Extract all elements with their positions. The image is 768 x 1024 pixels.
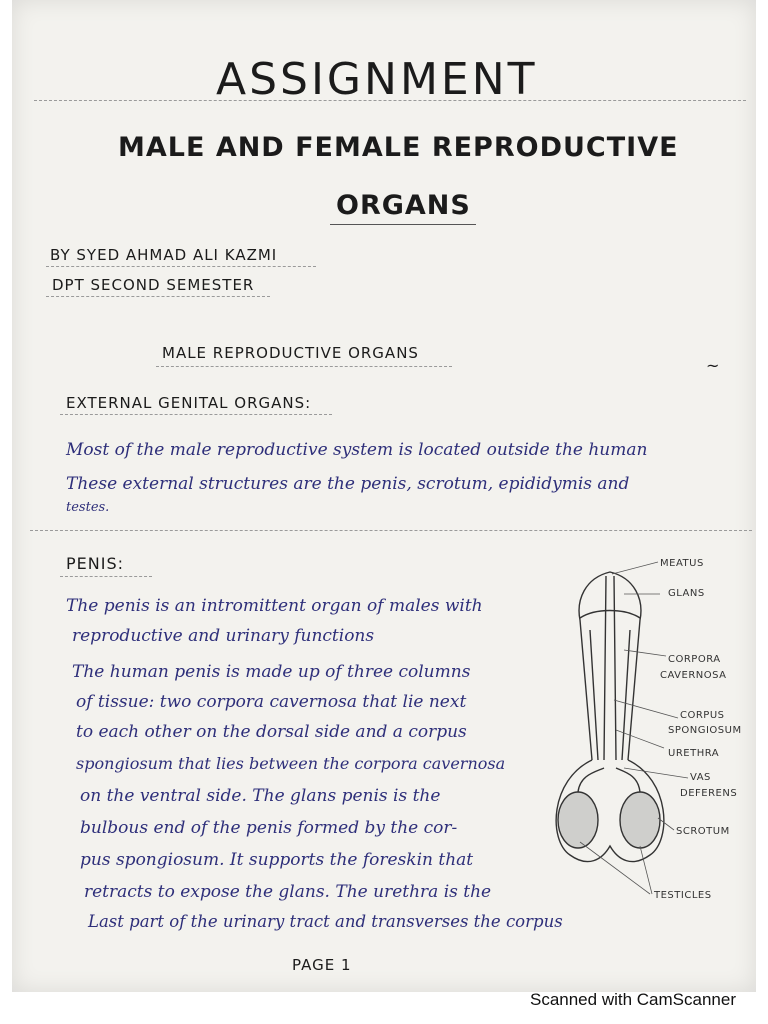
- label-scrotum: SCROTUM: [676, 826, 730, 837]
- label-meatus: MEATUS: [660, 558, 704, 569]
- author-rule: [46, 266, 316, 267]
- topic-title-line1: MALE AND FEMALE REPRODUCTIVE: [118, 132, 679, 163]
- penis-line-9: pus spongiosum. It supports the foreskin that: [80, 850, 474, 870]
- corpora-lines: [590, 630, 630, 760]
- sub-heading-rule: [60, 414, 332, 415]
- semester-rule: [46, 296, 270, 297]
- topic-title-line2: ORGANS: [336, 190, 471, 221]
- section-heading-rule: [156, 366, 452, 367]
- label-vas: VAS: [690, 772, 711, 783]
- shaft-outline: [579, 572, 641, 760]
- section-divider: [30, 530, 752, 531]
- author-line: BY SYED AHMAD ALI KAZMI: [50, 246, 278, 264]
- penis-line-1: The penis is an intromittent organ of males with: [66, 596, 483, 616]
- semester-line: DPT SECOND SEMESTER: [52, 276, 255, 294]
- assignment-title: ASSIGNMENT: [216, 54, 538, 105]
- topic-underline: [330, 224, 476, 225]
- penis-line-6: spongiosum that lies between the corpora cavernosa: [76, 754, 506, 773]
- label-corpora: CORPORA: [668, 654, 721, 665]
- intro-line-3: testes.: [66, 500, 110, 515]
- section-heading: MALE REPRODUCTIVE ORGANS: [162, 344, 419, 362]
- penis-heading-rule: [60, 576, 152, 577]
- page-number: PAGE 1: [292, 956, 352, 974]
- label-urethra: URETHRA: [668, 748, 720, 759]
- sub-heading: EXTERNAL GENITAL ORGANS:: [66, 394, 312, 412]
- penis-line-11: Last part of the urinary tract and transverses the corpus: [88, 912, 563, 931]
- glans-line: [580, 611, 640, 619]
- testicle-left: [558, 792, 598, 848]
- title-rule: [34, 100, 746, 101]
- intro-line-1: Most of the male reproductive system is located outside the human: [66, 440, 648, 460]
- intro-line-2: These external structures are the penis, scrotum, epididymis and: [66, 474, 630, 494]
- testicle-right: [620, 792, 660, 848]
- label-cavernosa: CAVERNOSA: [660, 670, 727, 681]
- penis-line-2: reproductive and urinary functions: [72, 626, 375, 646]
- scanner-watermark: Scanned with CamScanner: [529, 990, 736, 1009]
- penis-heading: PENIS:: [66, 554, 124, 573]
- penis-line-4: of tissue: two corpora cavernosa that lie next: [76, 692, 467, 712]
- label-testicles: TESTICLES: [654, 890, 712, 901]
- vas-deferens: [578, 768, 640, 792]
- urethra-channel: [604, 576, 616, 760]
- label-deferens: DEFERENS: [680, 788, 738, 799]
- penis-line-7: on the ventral side. The glans penis is the: [80, 786, 441, 806]
- pen-mark: ~: [706, 356, 720, 375]
- penis-line-5: to each other on the dorsal side and a corpus: [76, 722, 467, 742]
- penis-line-8: bulbous end of the penis formed by the cor-: [80, 818, 458, 838]
- penis-line-10: retracts to expose the glans. The urethra is the: [84, 882, 492, 902]
- label-corpus: CORPUS: [680, 710, 725, 721]
- penis-line-3: The human penis is made up of three columns: [72, 662, 471, 682]
- label-glans: GLANS: [668, 588, 705, 599]
- label-spongiosum: SPONGIOSUM: [668, 725, 742, 736]
